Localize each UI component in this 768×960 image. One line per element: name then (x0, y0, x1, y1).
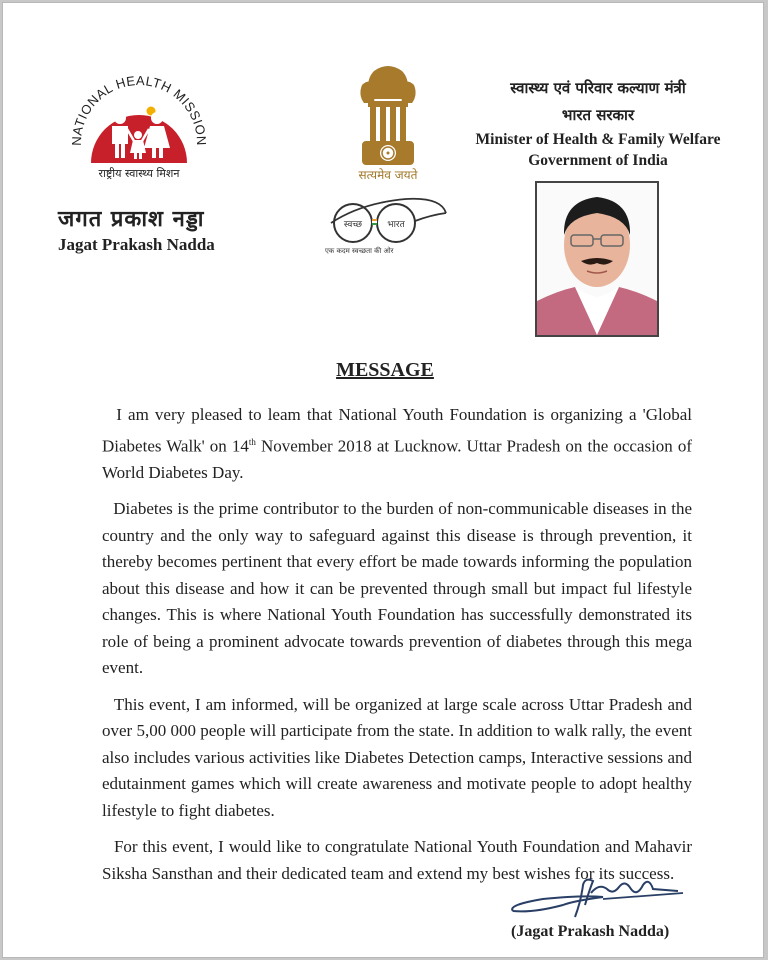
paragraph-3-text: This event, I am informed, will be organized at large scale across Uttar Pradesh and over 5,00 000 people will participate from the state. In addition to walk rally, the event also includes various activities like Diabetes Detection camps, Interactive sessions and edutainment games which will create awareness and motivate people to adopt healthy lifestyle to fight diabetes. (102, 694, 692, 820)
paragraph-2 (102, 496, 692, 682)
national-health-mission-logo (63, 63, 213, 188)
message-body (102, 402, 692, 897)
signature-icon (503, 871, 688, 921)
paragraph-4-text: For this event, I would like to congratulate National Youth Foundation and Mahavir Siksha Sansthan and their dedicated team and extend my best wishes for its success. (102, 837, 693, 883)
nhm-arc-text: NATIONAL HEALTH MISSION (68, 72, 210, 147)
national-emblem-icon (348, 61, 428, 171)
swachh-bharat-logo (321, 193, 456, 258)
paragraph-1-text-b: November 2018 at Lucknow. Uttar Pradesh on the occasion of World Diabetes Day. (102, 436, 693, 482)
designation-hindi-line1: स्वास्थ्य एवं परिवार कल्याण मंत्री (510, 79, 686, 97)
minister-photo (535, 181, 659, 337)
letter-page (2, 2, 764, 958)
swachh-right-lens-text: भारत (387, 220, 405, 230)
designation-english-line2: Government of India (528, 152, 668, 169)
paragraph-1-text-a: I am very pleased to leam that National Youth Foundation is organizing a 'Global Diabetes Walk' on 14 (102, 405, 692, 456)
designation-hindi-line2: भारत सरकार (561, 106, 635, 124)
nhm-hindi-text: राष्ट्रीय स्वास्थ्य मिशन (98, 167, 180, 180)
paragraph-2-text: Diabetes is the prime contributor to the burden of non-communicable diseases in the country and the only way to safeguard against this disease is through prevention, it thereby becomes pertinent that every effort be made towards informing the population about this disease and how it can be prevented through small but impact ful lifestyle changes. This is where National Youth Foundation has successfully demonstrated its role of being a prominent advocate towards prevention of diabetes through this mega event. (102, 499, 692, 678)
portrait-image (537, 183, 657, 335)
swachh-tagline: एक कदम स्वच्छता की ओर (325, 247, 394, 255)
paragraph-1 (102, 402, 692, 486)
ordinal-suffix: th (248, 436, 256, 447)
swachh-left-lens-text: स्वच्छ (343, 220, 363, 230)
message-title: MESSAGE (336, 359, 434, 381)
designation-english-line1: Minister of Health & Family Welfare (475, 131, 721, 148)
paragraph-3 (102, 692, 692, 825)
signatory-name: (Jagat Prakash Nadda) (511, 923, 670, 940)
designation-block (469, 75, 727, 171)
minister-name-english: Jagat Prakash Nadda (58, 235, 215, 254)
emblem-motto: सत्यमेव जयते (358, 168, 418, 182)
minister-name-hindi: जगत प्रकाश नड्डा (58, 207, 205, 232)
